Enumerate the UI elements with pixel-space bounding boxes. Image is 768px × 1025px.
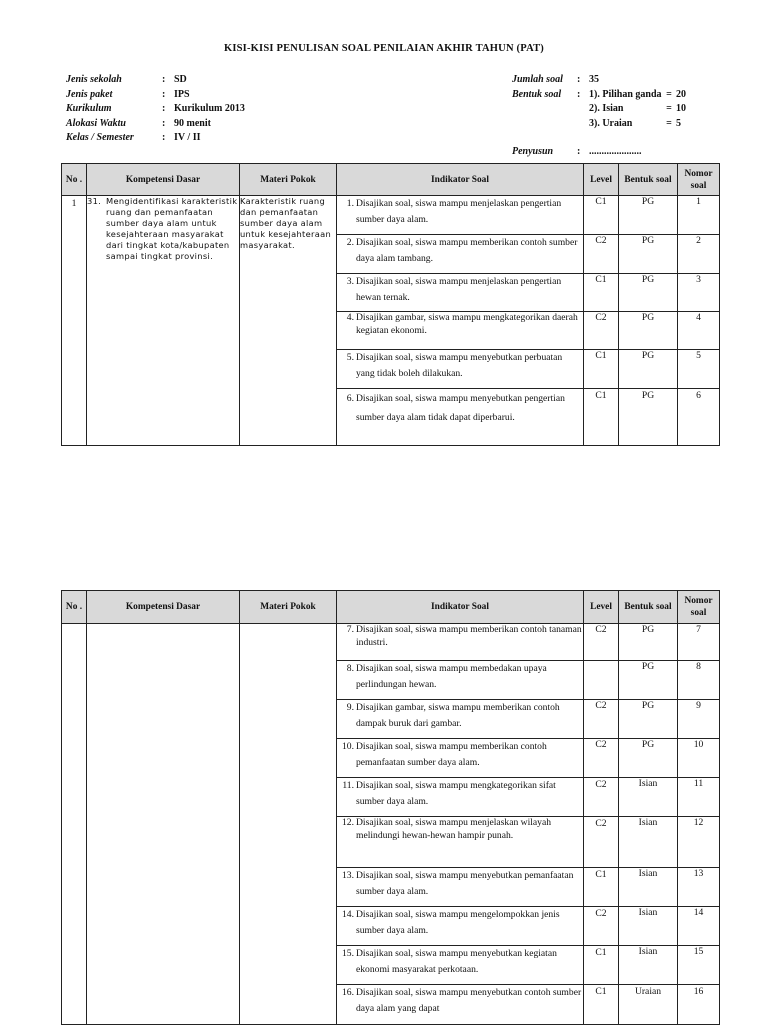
nomor-cell: 13 <box>678 868 720 907</box>
indikator-cell: 10. Disajikan soal, siswa mampu memberikan contoh pemanfaatan sumber daya alam. <box>337 739 584 778</box>
header-level: Level <box>584 591 619 624</box>
header-kompetensi-dasar: Kompetensi Dasar <box>87 164 240 196</box>
bentuk-cell: PG <box>619 196 678 235</box>
indikator-cell: 4. Disajikan gambar, siswa mampu mengkategorikan daerah kegiatan ekonomi. <box>337 312 584 350</box>
table-row <box>62 196 720 235</box>
header-no: No . <box>62 591 87 624</box>
info-colon: : <box>577 88 581 100</box>
nomor-cell: 15 <box>678 946 720 985</box>
info-value: 35 <box>589 74 599 85</box>
kompetensi-dasar-cell: 31. Mengidentifikasi karakteristik ruang dan pemanfaatan sumber daya alam untuk kesejahteraan masyarakat dari tingkat kota/kabupaten sampai tingkat provinsi. <box>87 196 240 446</box>
materi-pokok-cell <box>240 624 337 1025</box>
bentuk-cell: PG <box>619 700 678 739</box>
nomor-cell: 14 <box>678 907 720 946</box>
level-cell: C2 <box>584 700 619 739</box>
nomor-cell: 6 <box>678 389 720 446</box>
indikator-cell: 8. Disajikan soal, siswa mampu membedakan upaya perlindungan hewan. <box>337 661 584 700</box>
indikator-cell: 5. Disajikan soal, siswa mampu menyebutkan perbuatan yang tidak boleh dilakukan. <box>337 350 584 389</box>
indikator-cell: 6. Disajikan soal, siswa mampu menyebutkan pengertian sumber daya alam tidak dapat diperbarui. <box>337 389 584 446</box>
info-value: ..................... <box>589 146 642 157</box>
level-cell: C2 <box>584 778 619 817</box>
info-label: Penyusun <box>512 146 554 157</box>
bentuk-soal-row <box>512 117 686 132</box>
level-cell: C2 <box>584 907 619 946</box>
level-cell: C2 <box>584 739 619 778</box>
info-row <box>66 88 245 103</box>
nomor-cell: 7 <box>678 624 720 661</box>
nomor-cell: 12 <box>678 817 720 868</box>
bentuk-cell: Isian <box>619 907 678 946</box>
info-colon: : <box>577 74 581 85</box>
header-materi-pokok: Materi Pokok <box>240 164 337 196</box>
nomor-cell: 10 <box>678 739 720 778</box>
bentuk-cell: PG <box>619 235 678 274</box>
table-row <box>62 624 720 661</box>
bentuk-cell: Isian <box>619 946 678 985</box>
indikator-cell: 9. Disajikan gambar, siswa mampu memberikan contoh dampak buruk dari gambar. <box>337 700 584 739</box>
header-nomor-soal: Nomor soal <box>678 164 720 196</box>
level-cell: C1 <box>584 946 619 985</box>
header-nomor-soal: Nomor soal <box>678 591 720 624</box>
header-materi-pokok: Materi Pokok <box>240 591 337 624</box>
level-cell: C2 <box>584 235 619 274</box>
nomor-cell: 8 <box>678 661 720 700</box>
bentuk-item: 2). Isian = 10 <box>589 103 686 114</box>
kompetensi-dasar-cell <box>87 624 240 1025</box>
nomor-cell: 9 <box>678 700 720 739</box>
info-label: Jenis sekolah <box>66 74 122 85</box>
nomor-cell: 4 <box>678 312 720 350</box>
indikator-cell: 3. Disajikan soal, siswa mampu menjelaskan pengertian hewan ternak. <box>337 274 584 312</box>
bentuk-cell: Isian <box>619 868 678 907</box>
nomor-cell: 5 <box>678 350 720 389</box>
indikator-cell: 16. Disajikan soal, siswa mampu menyebutkan contoh sumber daya alam yang dapat <box>337 985 584 1025</box>
bentuk-item: 3). Uraian = 5 <box>589 117 681 129</box>
info-value: SD <box>174 74 187 85</box>
bentuk-cell: PG <box>619 739 678 778</box>
indikator-cell: 2. Disajikan soal, siswa mampu memberikan contoh sumber daya alam tambang. <box>337 235 584 274</box>
nomor-cell: 2 <box>678 235 720 274</box>
header-level: Level <box>584 164 619 196</box>
level-cell: C1 <box>584 350 619 389</box>
info-label: Kurikulum <box>66 103 112 114</box>
level-cell: C2 <box>584 624 619 661</box>
info-value: IPS <box>174 88 190 100</box>
level-cell: C1 <box>584 196 619 235</box>
row-number <box>62 624 87 1025</box>
bentuk-soal-row <box>512 102 686 117</box>
bentuk-cell: PG <box>619 274 678 312</box>
bentuk-cell: PG <box>619 389 678 446</box>
level-cell: C2 <box>584 817 619 868</box>
materi-pokok-cell: Karakteristik ruang dan pemanfaatan sumber daya alam untuk kesejahteraan masyarakat. <box>240 196 337 446</box>
indikator-cell: 15. Disajikan soal, siswa mampu menyebutkan kegiatan ekonomi masyarakat perkotaan. <box>337 946 584 985</box>
bentuk-cell: Isian <box>619 817 678 868</box>
jumlah-soal-row <box>512 73 686 88</box>
nomor-cell: 16 <box>678 985 720 1025</box>
info-colon: : <box>577 146 581 157</box>
info-colon: : <box>162 88 166 100</box>
row-number: 1 <box>62 196 87 446</box>
bentuk-cell: PG <box>619 624 678 661</box>
bentuk-cell: Uraian <box>619 985 678 1025</box>
bentuk-cell: Isian <box>619 778 678 817</box>
table-header-row <box>62 164 720 196</box>
bentuk-item: 1). Pilihan ganda = 20 <box>589 88 686 100</box>
info-row <box>66 117 245 132</box>
level-cell <box>584 661 619 700</box>
level-cell: C1 <box>584 389 619 446</box>
indikator-cell: 11. Disajikan soal, siswa mampu mengkategorikan sifat sumber daya alam. <box>337 778 584 817</box>
penyusun-row <box>512 145 686 160</box>
nomor-cell: 1 <box>678 196 720 235</box>
indikator-cell: 1. Disajikan soal, siswa mampu menjelaskan pengertian sumber daya alam. <box>337 196 584 235</box>
bentuk-soal-row <box>512 88 686 103</box>
info-value: IV / II <box>174 132 201 143</box>
info-colon: : <box>162 117 166 129</box>
header-bentuk-soal: Bentuk soal <box>619 591 678 624</box>
document-title: KISI-KISI PENULISAN SOAL PENILAIAN AKHIR TAHUN (PAT) <box>223 43 544 54</box>
level-cell: C1 <box>584 985 619 1025</box>
info-label: Alokasi Waktu <box>66 117 126 129</box>
info-colon: : <box>162 132 166 143</box>
nomor-cell: 3 <box>678 274 720 312</box>
kisi-table-1 <box>61 163 720 446</box>
indikator-cell: 12. Disajikan soal, siswa mampu menjelaskan wilayah melindungi hewan-hewan hampir punah. <box>337 817 584 868</box>
header-no: No . <box>62 164 87 196</box>
info-colon: : <box>162 103 166 114</box>
level-cell: C1 <box>584 274 619 312</box>
bentuk-cell: PG <box>619 312 678 350</box>
info-label: Jumlah soal <box>512 74 563 85</box>
info-row <box>66 73 245 88</box>
info-value: Kurikulum 2013 <box>174 103 245 114</box>
info-label: Bentuk soal <box>512 88 562 100</box>
header-kompetensi-dasar: Kompetensi Dasar <box>87 591 240 624</box>
bentuk-cell: PG <box>619 661 678 700</box>
info-label: Jenis paket <box>66 88 113 100</box>
bentuk-cell: PG <box>619 350 678 389</box>
table-header-row <box>62 591 720 624</box>
level-cell: C2 <box>584 312 619 350</box>
header-bentuk-soal: Bentuk soal <box>619 164 678 196</box>
info-value: 90 menit <box>174 117 211 129</box>
level-cell: C1 <box>584 868 619 907</box>
nomor-cell: 11 <box>678 778 720 817</box>
info-colon: : <box>162 74 166 85</box>
kisi-table-2 <box>61 590 720 1025</box>
school-info <box>66 73 245 146</box>
header-indikator-soal: Indikator Soal <box>337 164 584 196</box>
info-row <box>66 102 245 117</box>
info-label: Kelas / Semester <box>66 132 134 143</box>
info-row <box>66 131 245 146</box>
exam-info <box>512 73 686 160</box>
indikator-cell: 7. Disajikan soal, siswa mampu memberikan contoh tanaman industri. <box>337 624 584 661</box>
indikator-cell: 14. Disajikan soal, siswa mampu mengelompokkan jenis sumber daya alam. <box>337 907 584 946</box>
header-indikator-soal: Indikator Soal <box>337 591 584 624</box>
indikator-cell: 13. Disajikan soal, siswa mampu menyebutkan pemanfaatan sumber daya alam. <box>337 868 584 907</box>
